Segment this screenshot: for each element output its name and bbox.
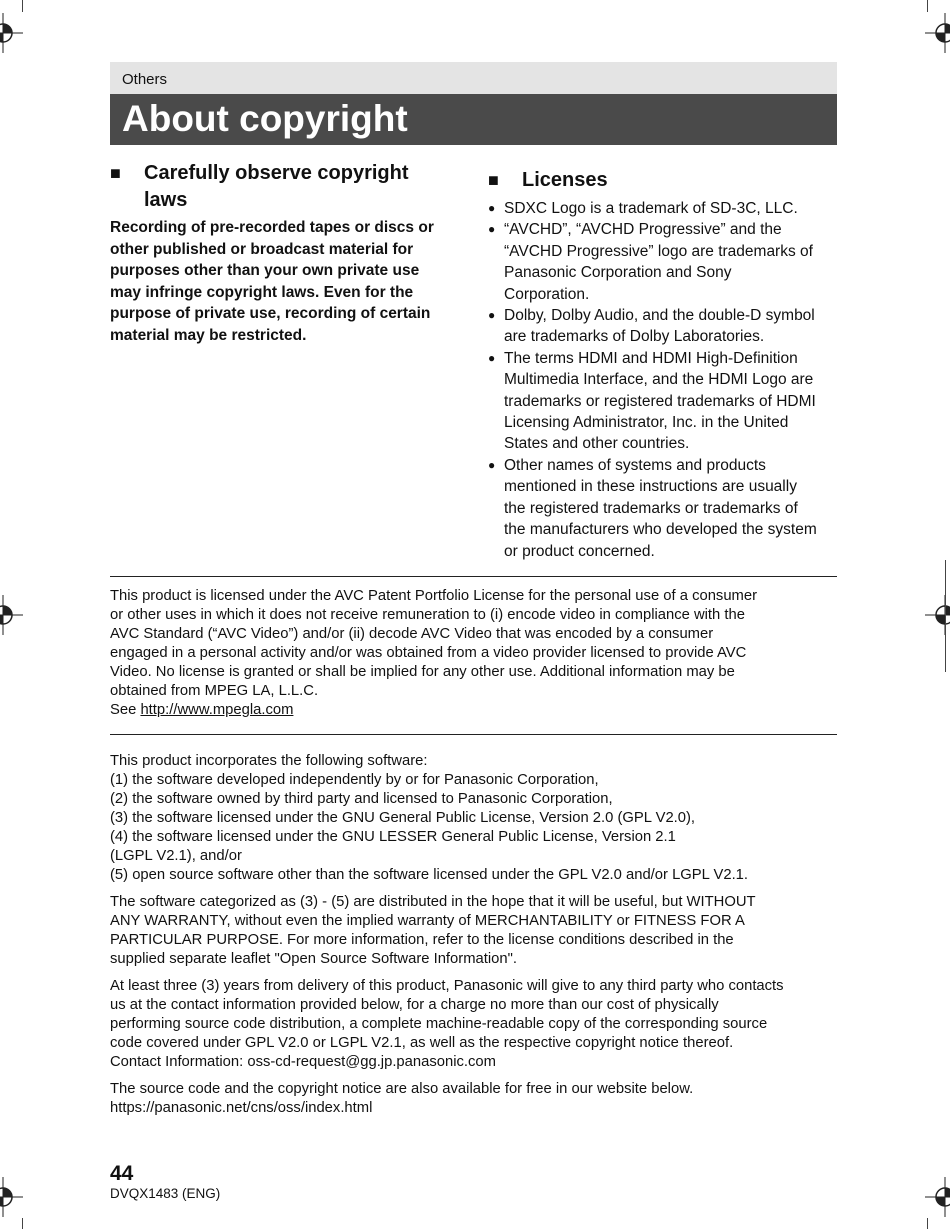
divider bbox=[110, 734, 837, 735]
square-bullet-icon: ■ bbox=[488, 170, 499, 190]
heading-line: laws bbox=[144, 189, 188, 211]
text-line: Dolby, Dolby Audio, and the double-D symbol bbox=[504, 307, 815, 325]
copyright-laws-section bbox=[110, 160, 460, 346]
see-link-line bbox=[110, 701, 840, 720]
registration-mark-bottom-left-icon bbox=[0, 1177, 23, 1217]
source-code-offer-paragraph bbox=[110, 977, 840, 1072]
see-prefix: See bbox=[110, 702, 141, 718]
text-line: performing source code distribution, a complete machine-readable copy of the corresponding source bbox=[110, 1016, 768, 1032]
list-item bbox=[488, 219, 838, 305]
registration-mark-mid-left-icon bbox=[0, 595, 23, 635]
text-line: (3) the software licensed under the GNU General Public License, Version 2.0 (GPL V2.0), bbox=[110, 810, 696, 826]
divider bbox=[110, 576, 837, 577]
text-line: (4) the software licensed under the GNU LESSER General Public License, Version 2.1 bbox=[110, 829, 676, 845]
text-line: engaged in a personal activity and/or was obtained from a video provider licensed to provide AVC bbox=[110, 645, 747, 661]
model-code: DVQX1483 (ENG) bbox=[110, 1186, 221, 1201]
text-line: At least three (3) years from delivery of this product, Panasonic will give to any third party who contacts bbox=[110, 978, 784, 994]
text-line: The source code and the copyright notice are also available for free in our website below. bbox=[110, 1081, 694, 1097]
text-line: material may be restricted. bbox=[110, 326, 307, 344]
warranty-paragraph bbox=[110, 893, 840, 969]
text-line: trademarks or registered trademarks of HDMI bbox=[504, 392, 816, 410]
text-line: PARTICULAR PURPOSE. For more information, refer to the license conditions described in the bbox=[110, 932, 734, 948]
website-paragraph bbox=[110, 1080, 840, 1118]
registration-mark-top-right-icon bbox=[925, 13, 950, 53]
text-line: purpose of private use, recording of certain bbox=[110, 305, 431, 322]
text-line: (5) open source software other than the software licensed under the GPL V2.0 and/or LGPL V2.1. bbox=[110, 867, 749, 883]
text-line: Contact Information: oss-cd-request@gg.jp.panasonic.com bbox=[110, 1054, 496, 1070]
text-line: (1) the software developed independently by or for Panasonic Corporation, bbox=[110, 772, 599, 788]
list-item bbox=[488, 348, 838, 455]
text-line: obtained from MPEG LA, L.L.C. bbox=[110, 683, 319, 699]
text-line: This product is licensed under the AVC Patent Portfolio License for the personal use of a consumer bbox=[110, 588, 758, 604]
text-line: Multimedia Interface, and the HDMI Logo are bbox=[504, 371, 814, 389]
heading-text bbox=[144, 160, 409, 214]
text-line: are trademarks of Dolby Laboratories. bbox=[504, 328, 765, 346]
text-line: The software categorized as (3) - (5) are distributed in the hope that it will be useful, but WITHOUT bbox=[110, 894, 756, 910]
trim-line bbox=[927, 1218, 928, 1229]
text-line: AVC Standard (“AVC Video”) and/or (ii) decode AVC Video that was encoded by a consumer bbox=[110, 626, 714, 642]
licenses-list bbox=[488, 198, 838, 562]
trim-line bbox=[945, 560, 946, 672]
text-line: This product incorporates the following software: bbox=[110, 753, 428, 769]
text-line: Licensing Administrator, Inc. in the United bbox=[504, 414, 789, 432]
text-line: Corporation. bbox=[504, 285, 590, 303]
text-line: States and other countries. bbox=[504, 435, 690, 453]
avc-license-text bbox=[110, 587, 840, 720]
text-line: Panasonic Corporation and Sony bbox=[504, 264, 732, 282]
bullet-icon: ● bbox=[488, 350, 496, 365]
heading-line: Carefully observe copyright bbox=[144, 162, 409, 184]
trim-line bbox=[927, 0, 928, 12]
software-list-paragraph bbox=[110, 752, 840, 885]
list-item bbox=[488, 305, 838, 348]
trim-line bbox=[22, 0, 23, 12]
licenses-section bbox=[488, 167, 838, 562]
page-title: About copyright bbox=[122, 98, 408, 139]
list-item bbox=[488, 198, 838, 219]
list-item bbox=[488, 455, 838, 562]
text-line: Other names of systems and products bbox=[504, 456, 766, 474]
title-bar bbox=[110, 94, 837, 145]
bullet-icon: ● bbox=[488, 457, 496, 472]
copyright-laws-heading bbox=[110, 160, 460, 214]
text-line: the registered trademarks or trademarks of bbox=[504, 499, 798, 517]
text-line: (2) the software owned by third party and licensed to Panasonic Corporation, bbox=[110, 791, 613, 807]
text-line: mentioned in these instructions are usually bbox=[504, 478, 797, 496]
text-line: Video. No license is granted or shall be implied for any other use. Additional information may be bbox=[110, 664, 735, 680]
text-line: purposes other than your own private use bbox=[110, 262, 420, 279]
text-line: “AVCHD Progressive” logo are trademarks of bbox=[504, 242, 813, 260]
text-line: supplied separate leaflet "Open Source Software Information". bbox=[110, 951, 517, 967]
bullet-icon: ● bbox=[488, 201, 496, 215]
bullet-icon: ● bbox=[488, 222, 496, 237]
software-notice bbox=[110, 752, 840, 1126]
square-bullet-icon: ■ bbox=[110, 163, 121, 183]
registration-mark-bottom-right-icon bbox=[925, 1177, 950, 1217]
heading-text: Licenses bbox=[522, 169, 608, 191]
text-line: SDXC Logo is a trademark of SD-3C, LLC. bbox=[504, 200, 798, 217]
text-line: other published or broadcast material for bbox=[110, 240, 414, 258]
licenses-heading bbox=[488, 167, 838, 194]
section-header-bar bbox=[110, 62, 837, 94]
section-label: Others bbox=[122, 71, 168, 88]
text-line: may infringe copyright laws. Even for the bbox=[110, 283, 414, 301]
bullet-icon: ● bbox=[488, 308, 496, 323]
registration-mark-top-left-icon bbox=[0, 13, 23, 53]
text-line: “AVCHD”, “AVCHD Progressive” and the bbox=[504, 221, 782, 239]
mpegla-link[interactable]: http://www.mpegla.com bbox=[140, 702, 294, 718]
text-line: https://panasonic.net/cns/oss/index.html bbox=[110, 1100, 373, 1116]
text-line: the manufacturers who developed the system bbox=[504, 521, 817, 539]
registration-mark-mid-right-icon bbox=[925, 595, 950, 635]
text-line: ANY WARRANTY, without even the implied warranty of MERCHANTABILITY or FITNESS FOR A bbox=[110, 913, 745, 929]
text-line: or other uses in which it does not receive remuneration to (i) encode video in compliance with the bbox=[110, 607, 745, 623]
text-line: us at the contact information provided below, for a charge no more than our cost of physically bbox=[110, 997, 719, 1013]
trim-line bbox=[22, 1218, 23, 1229]
text-line: code covered under GPL V2.0 or LGPL V2.1, as well as the respective copyright notice thereof. bbox=[110, 1035, 734, 1051]
text-line: (LGPL V2.1), and/or bbox=[110, 848, 242, 864]
text-line: or product concerned. bbox=[504, 542, 655, 560]
text-line: Recording of pre-recorded tapes or discs or bbox=[110, 219, 434, 236]
page-number: 44 bbox=[110, 1162, 134, 1185]
text-line: The terms HDMI and HDMI High-Definition bbox=[504, 349, 798, 367]
copyright-warning-text bbox=[110, 217, 460, 346]
